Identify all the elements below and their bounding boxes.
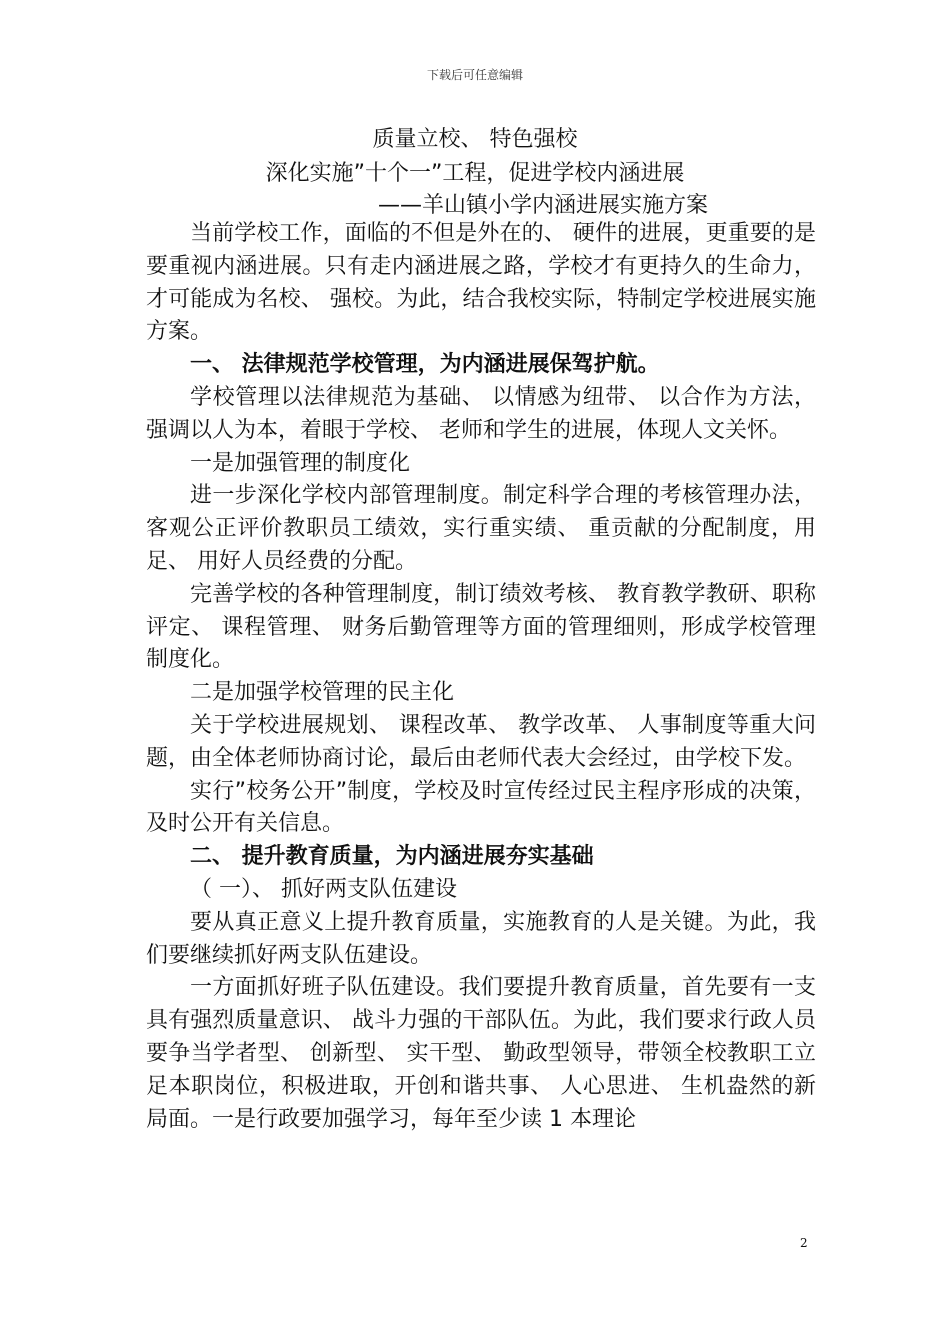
subheading: 一是加强管理的制度化 — [190, 450, 411, 476]
paragraph: 一方面抓好班子队伍建设。我们要提升教育质量，首先要有一支具有强烈质量意识、 战斗力强的干部队伍。为此，我们要求行政人员要争当学者型、 创新型、 实干型、 勤政型领导，带领全校教职工立足本职岗位，积极进取，开创和谐共事、 人心思进、 生机盎然的新局面。一是行政要加强学习，每年至少读 1 本理论 — [146, 975, 816, 1132]
title-line-3: ——羊山镇小学内涵进展实施方案 — [378, 193, 709, 218]
page-header: 下载后可任意编辑 — [426, 68, 523, 82]
paragraph: 进一步深化学校内部管理制度。制定科学合理的考核管理办法，客观公正评价教职员工绩效，实行重实绩、 重贡献的分配制度，用足、 用好人员经费的分配。 — [146, 483, 816, 574]
document-body — [146, 218, 816, 1136]
subheading: 二是加强学校管理的民主化 — [190, 680, 455, 706]
subheading: （ 一）、 抓好两支队伍建设 — [190, 876, 457, 902]
section-heading-1: 一、 法律规范学校管理，为内涵进展保驾护航。 — [190, 352, 660, 378]
paragraph: 学校管理以法律规范为基础、 以情感为纽带、 以合作为方法，强调以人为本，着眼于学校、 老师和学生的进展，体现人文关怀。 — [146, 384, 816, 443]
page-number: 2 — [800, 1236, 808, 1250]
paragraph: 完善学校的各种管理制度，制订绩效考核、 教育教学教研、职称评定、 课程管理、 财务后勤管理等方面的管理细则，形成学校管理制度化。 — [146, 581, 816, 673]
title-line-2: 深化实施”十个一”工程，促进学校内涵进展 — [265, 161, 685, 186]
paragraph: 实行”校务公开”制度，学校及时宣传经过民主程序形成的决策，及时公开有关信息。 — [146, 778, 816, 837]
paragraph-intro: 当前学校工作，面临的不但是外在的、 硬件的进展，更重要的是要重视内涵进展。只有走内涵进展之路，学校才有更持久的生命力，才可能成为名校、 强校。为此，结合我校实际，特制定学校进展实施方案。 — [146, 221, 816, 345]
title-line-1: 质量立校、 特色强校 — [372, 127, 578, 152]
paragraph: 关于学校进展规划、 课程改革、 教学改革、 人事制度等重大问题，由全体老师协商讨论，最后由老师代表大会经过，由学校下发。 — [146, 712, 816, 771]
section-heading-2: 二、 提升教育质量，为内涵进展夯实基础 — [190, 844, 594, 870]
paragraph: 要从真正意义上提升教育质量，实施教育的人是关键。为此，我们要继续抓好两支队伍建设。 — [146, 909, 816, 968]
